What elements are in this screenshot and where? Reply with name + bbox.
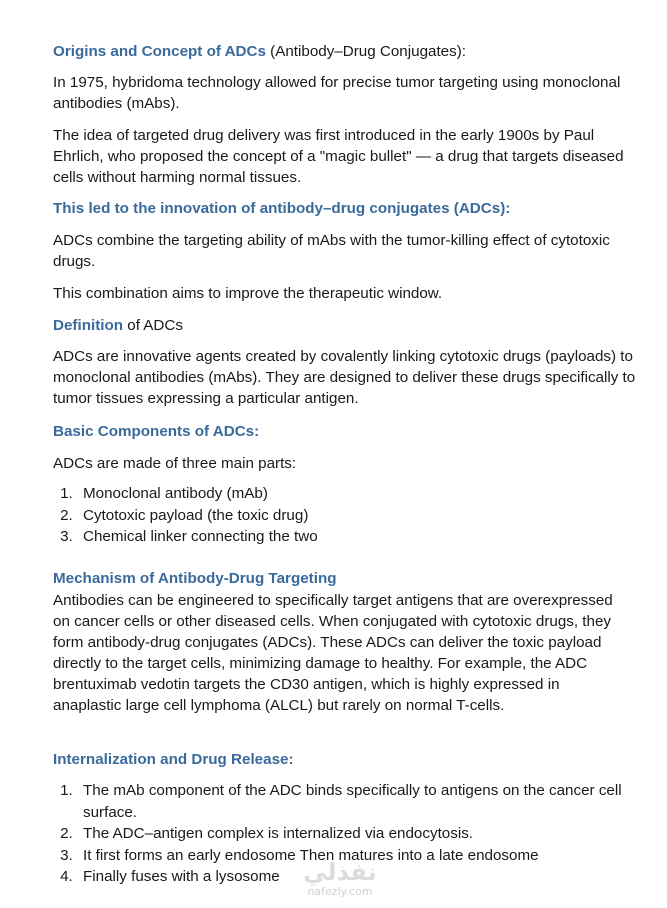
heading-internalization: Internalization and Drug Release: xyxy=(53,751,294,768)
heading-mechanism: Mechanism of Antibody-Drug Targeting xyxy=(53,570,337,587)
heading-origins xyxy=(53,41,643,62)
components-list-item: 2. Cytotoxic payload (the toxic drug) xyxy=(77,505,667,527)
heading-definition-text: Definition xyxy=(53,317,124,334)
components-list-item: 3. Chemical linker connecting the two xyxy=(77,526,667,548)
origins-paragraph-1: In 1975, hybridoma technology allowed for precise tumor targeting using monoclonal antibodies (mAbs). xyxy=(53,74,621,112)
internalization-list-item: 1. The mAb component of the ADC binds specifically to antigens on the cancer cell surface. xyxy=(77,780,637,823)
section-origins xyxy=(53,41,643,62)
heading-definition-rest: of ADCs xyxy=(123,317,183,334)
heading-components: Basic Components of ADCs: xyxy=(53,423,260,440)
origins-paragraph-2: The idea of targeted drug delivery was first introduced in the early 1900s by Paul Ehrlich, who proposed the concept of a "magic bullet" — a drug that targets diseased cells without harming normal tissues. xyxy=(53,127,624,186)
components-list xyxy=(30,483,667,548)
internalization-list-item: 4. Finally fuses with a lysosome xyxy=(77,866,637,888)
definition-paragraph: ADCs are innovative agents created by covalently linking cytotoxic drugs (payloads) to monoclonal antibodies (mAbs). They are designed to deliver these drugs specifically to tumor tissues expressing a particular antigen. xyxy=(53,348,636,407)
watermark-url: nafezly.com xyxy=(307,885,373,898)
mechanism-paragraph: Antibodies can be engineered to specifically target antigens that are overexpressed on cancer cells or other diseased cells. When conjugated with cytotoxic drugs, they form antibody-drug conjugates (ADCs). These ADCs can deliver the toxic payload directly to the target cells, minimizing damage to healthy. For example, the ADC brentuximab vedotin targets the CD30 antigen, which is highly expressed in anaplastic large cell lymphoma (ALCL) but rarely on normal T-cells. xyxy=(53,592,613,714)
internalization-list-item: 3. It first forms an early endosome Then matures into a late endosome xyxy=(77,845,637,867)
heading-innovation: This led to the innovation of antibody–drug conjugates (ADCs): xyxy=(53,200,511,217)
internalization-list-item: 2. The ADC–antigen complex is internalized via endocytosis. xyxy=(77,823,637,845)
components-intro: ADCs are made of three main parts: xyxy=(53,455,297,472)
innovation-paragraph-2: This combination aims to improve the therapeutic window. xyxy=(53,285,443,302)
heading-origins-text: Origins and Concept of ADCs xyxy=(53,43,266,60)
heading-origins-rest: (Antibody–Drug Conjugates): xyxy=(265,43,466,60)
internalization-list xyxy=(30,780,637,888)
innovation-paragraph-1: ADCs combine the targeting ability of mAbs with the tumor-killing effect of cytotoxic drugs. xyxy=(53,232,610,270)
watermark-arabic: نفذلي xyxy=(303,858,377,886)
components-list-item: 1. Monoclonal antibody (mAb) xyxy=(77,483,667,505)
heading-definition xyxy=(53,315,643,336)
